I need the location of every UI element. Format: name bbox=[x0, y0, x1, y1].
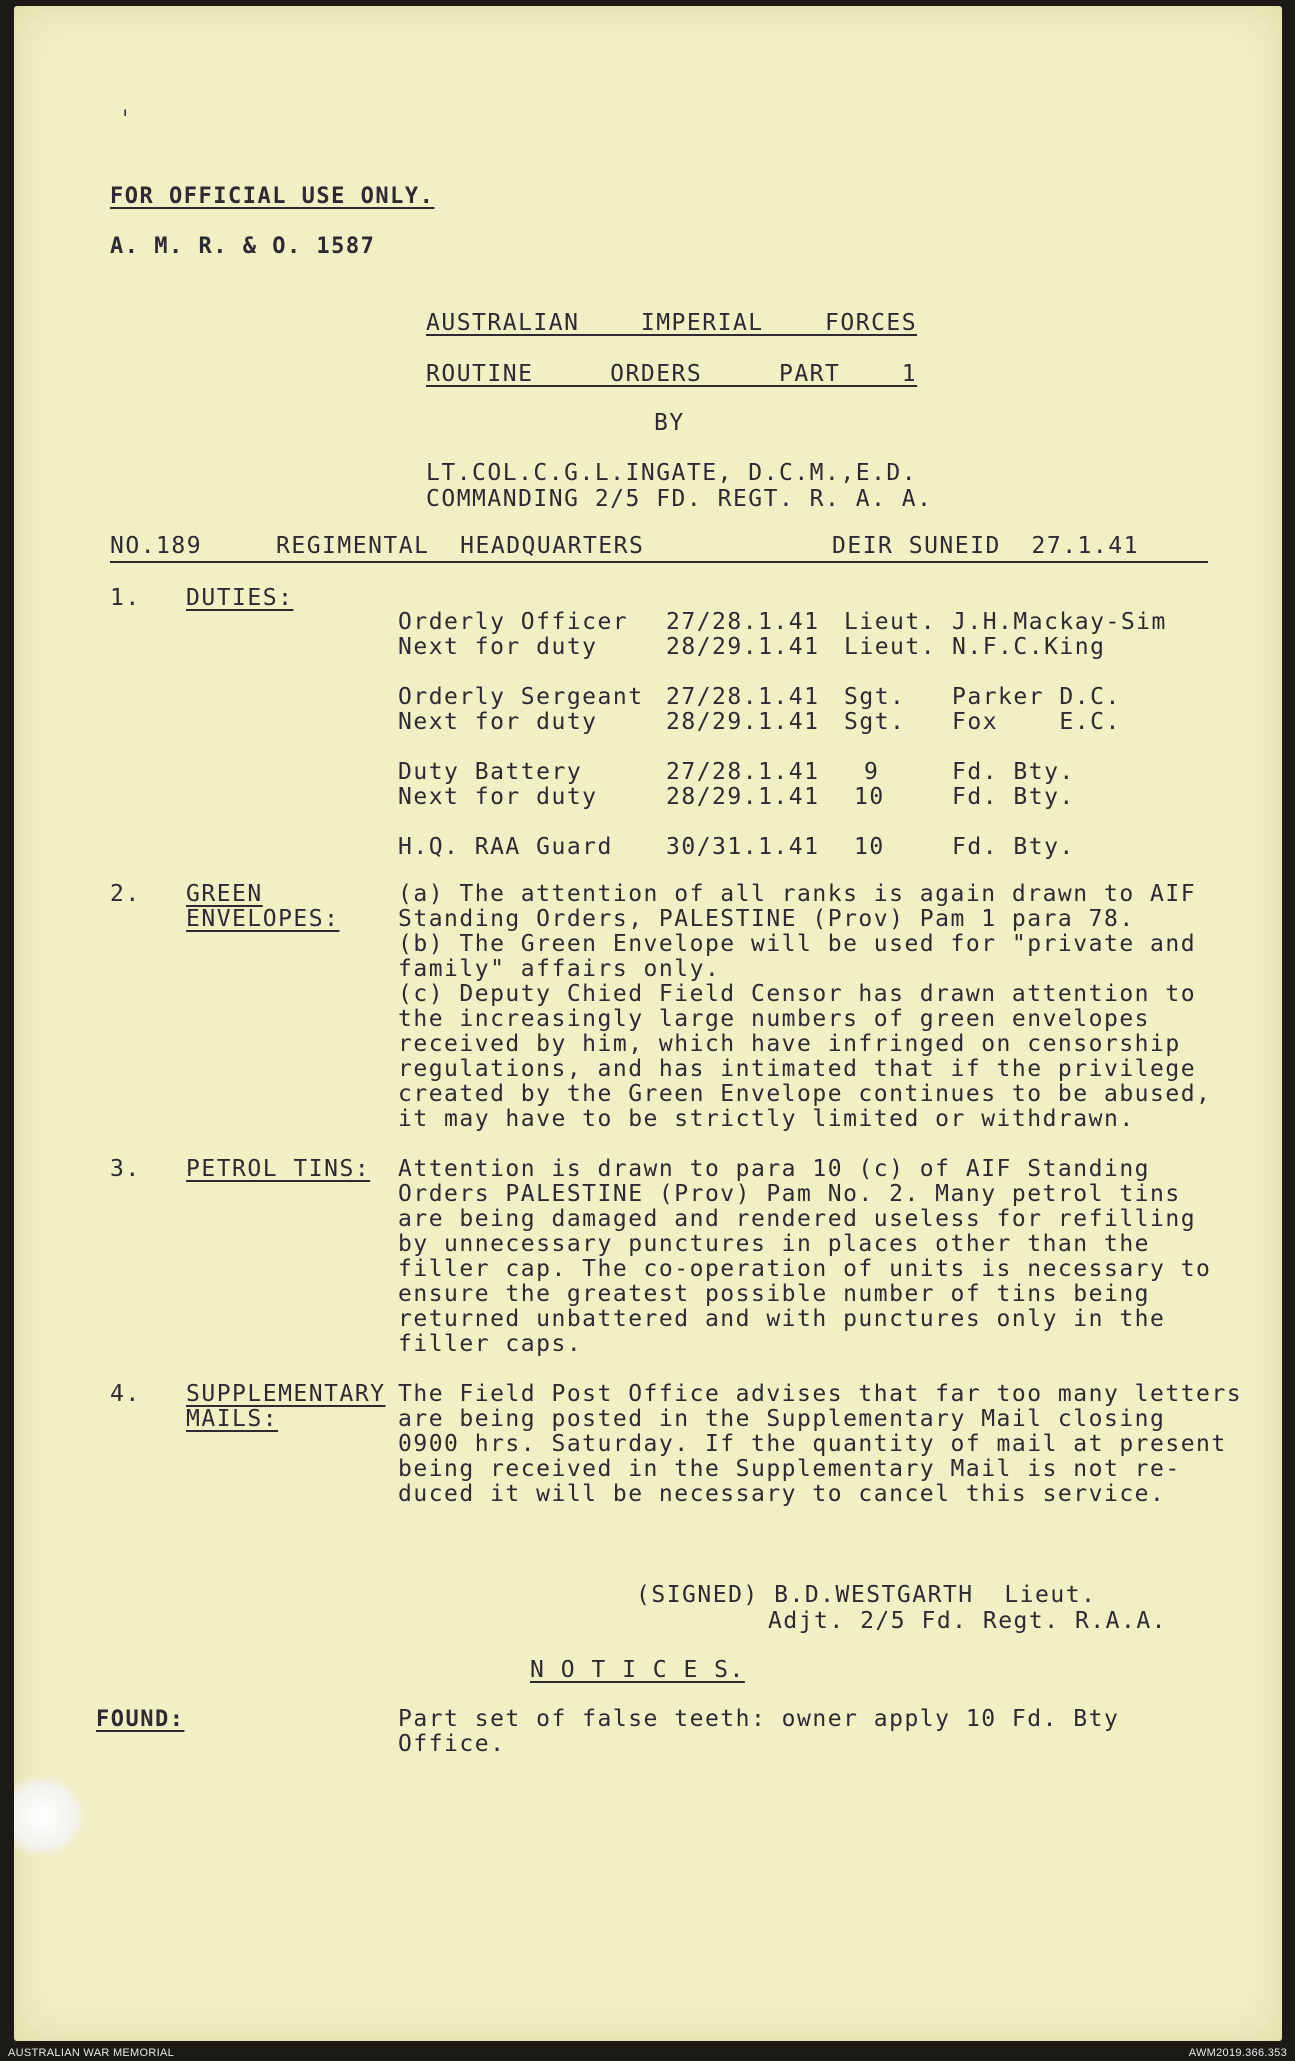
archive-id: AWM2019.366.353 bbox=[1188, 2047, 1287, 2059]
section-heading-duties: DUTIES: bbox=[186, 585, 294, 611]
petrol-tins-text: Attention is drawn to para 10 (c) of AIF Standing Orders PALESTINE (Prov) Pam No. 2. Many petrol tins are being damaged and rendered useless for refilling by unnecessary punctures in places other than the filler cap. The co-operation of units is necessary to ensure the greatest possible number of tins being returned unbattered and with punctures only in the filler caps. bbox=[398, 1156, 1212, 1357]
duty-rank: Lieut. bbox=[844, 609, 937, 635]
duty-date: 28/29.1.41 bbox=[666, 709, 820, 735]
official-use-heading: FOR OFFICIAL USE ONLY. bbox=[110, 184, 435, 209]
duty-name: Parker D.C. bbox=[952, 684, 1121, 710]
duty-role: Orderly Officer bbox=[398, 609, 629, 635]
duty-date: 27/28.1.41 bbox=[666, 609, 820, 635]
duty-name: Fd. Bty. bbox=[952, 784, 1075, 810]
duty-date: 30/31.1.41 bbox=[666, 834, 820, 860]
duty-role: Duty Battery bbox=[398, 759, 583, 785]
duty-rank: Sgt. bbox=[844, 709, 906, 735]
reference-number: A. M. R. & O. 1587 bbox=[110, 234, 376, 259]
duty-name: J.H.Mackay-Sim bbox=[952, 609, 1167, 635]
duty-role: Orderly Sergeant bbox=[398, 684, 644, 710]
title-routine-orders: ROUTINE ORDERS PART 1 bbox=[426, 361, 918, 387]
duty-rank: 10 bbox=[854, 784, 885, 810]
section-heading-mails: SUPPLEMENTARY MAILS: bbox=[186, 1381, 386, 1432]
section-heading-petrol-tins: PETROL TINS: bbox=[186, 1156, 371, 1182]
pen-mark: ˈ bbox=[118, 106, 133, 134]
duty-role: Next for duty bbox=[398, 784, 598, 810]
notices-heading: N O T I C E S. bbox=[530, 1657, 745, 1683]
signature-title: Adjt. 2/5 Fd. Regt. R.A.A. bbox=[768, 1608, 1168, 1634]
duty-date: 28/29.1.41 bbox=[666, 634, 820, 660]
regimental-hq: REGIMENTAL HEADQUARTERS bbox=[276, 533, 645, 559]
order-rule bbox=[110, 561, 1208, 563]
duty-role: Next for duty bbox=[398, 709, 598, 735]
found-label: FOUND: bbox=[96, 1707, 185, 1732]
green-envelopes-text: (a) The attention of all ranks is again drawn to AIF Standing Orders, PALESTINE (Prov) Pam 1 para 78. (b) The Green Envelope will be used for "private and family" affairs only. (c) Deputy Chied Field Censor has drawn attention to the increasingly large numbers of green envelopes received by him, which have infringed on censorship regulations, and has intimated that if the privilege created by the Green Envelope continues to be abused, it may have to be strictly limited or withdrawn. bbox=[398, 881, 1212, 1132]
section-number: 3. bbox=[110, 1156, 141, 1182]
duty-role: H.Q. RAA Guard bbox=[398, 834, 613, 860]
duty-date: 27/28.1.41 bbox=[666, 759, 820, 785]
duty-date: 28/29.1.41 bbox=[666, 784, 820, 810]
duty-rank: Lieut. bbox=[844, 634, 937, 660]
document-page bbox=[14, 6, 1282, 2041]
section-number: 2. bbox=[110, 881, 141, 907]
duty-name: Fox E.C. bbox=[952, 709, 1121, 735]
duty-rank: 10 bbox=[854, 834, 885, 860]
tape-remnant bbox=[14, 1776, 84, 1856]
place-date: DEIR SUNEID 27.1.41 bbox=[832, 533, 1139, 559]
duty-name: Fd. Bty. bbox=[952, 759, 1075, 785]
commanding-officer: LT.COL.C.G.L.INGATE, D.C.M.,E.D. bbox=[426, 460, 918, 486]
duty-name: Fd. Bty. bbox=[952, 834, 1075, 860]
duty-rank: 9 bbox=[864, 759, 880, 785]
commanding-unit: COMMANDING 2/5 FD. REGT. R. A. A. bbox=[426, 486, 933, 512]
duty-role: Next for duty bbox=[398, 634, 598, 660]
duty-rank: Sgt. bbox=[844, 684, 906, 710]
section-number: 4. bbox=[110, 1381, 141, 1407]
duty-date: 27/28.1.41 bbox=[666, 684, 820, 710]
mails-text: The Field Post Office advises that far too many letters are being posted in the Supplementary Mail closing 0900 hrs. Saturday. If the quantity of mail at present being received in the Supplementary Mail is not re- duced it will be necessary to cancel this service. bbox=[398, 1381, 1243, 1507]
title-by: BY bbox=[654, 410, 685, 436]
archive-credit: AUSTRALIAN WAR MEMORIAL bbox=[8, 2047, 175, 2059]
section-number: 1. bbox=[110, 585, 141, 611]
order-number: NO.189 bbox=[110, 533, 203, 559]
duty-name: N.F.C.King bbox=[952, 634, 1106, 660]
found-text: Part set of false teeth: owner apply 10 Fd. Bty Office. bbox=[398, 1706, 1120, 1757]
section-heading-green-envelopes: GREEN ENVELOPES: bbox=[186, 881, 340, 932]
signature-line: (SIGNED) B.D.WESTGARTH Lieut. bbox=[636, 1582, 1097, 1608]
title-forces: AUSTRALIAN IMPERIAL FORCES bbox=[426, 310, 918, 336]
